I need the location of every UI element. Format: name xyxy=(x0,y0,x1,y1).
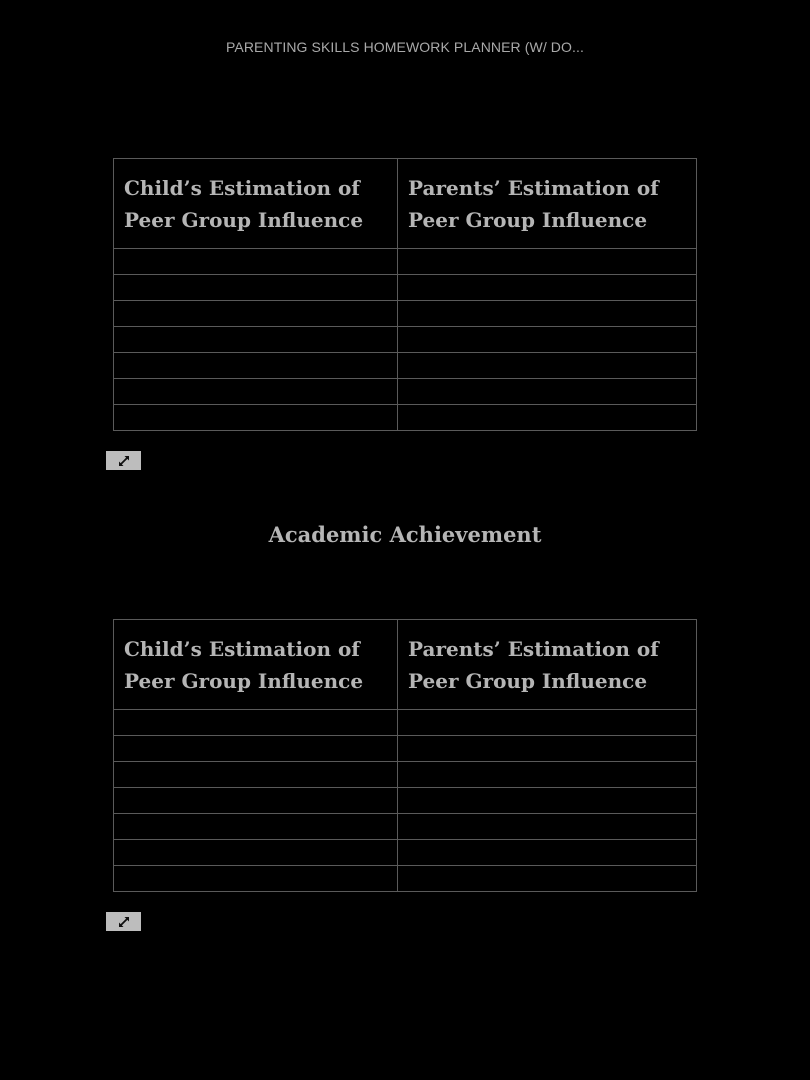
table-cell xyxy=(398,379,697,405)
table-cell xyxy=(114,866,398,892)
table-cell xyxy=(114,405,398,431)
child-estimation-header: Child’s Estimation of Peer Group Influence xyxy=(114,159,398,249)
running-title: PARENTING SKILLS HOMEWORK PLANNER (W/ DO... xyxy=(226,39,584,55)
table-cell xyxy=(114,840,398,866)
table-row xyxy=(114,379,697,405)
table-body xyxy=(114,710,697,892)
table-cell xyxy=(398,840,697,866)
table-row xyxy=(114,788,697,814)
table-cell xyxy=(114,762,398,788)
child-estimation-header: Child’s Estimation of Peer Group Influence xyxy=(114,620,398,710)
table-row xyxy=(114,275,697,301)
table-body xyxy=(114,249,697,431)
table-row xyxy=(114,710,697,736)
table-cell xyxy=(114,736,398,762)
table-row xyxy=(114,353,697,379)
table-cell xyxy=(114,301,398,327)
section-heading-academic-achievement: Academic Achievement xyxy=(268,522,542,547)
table-cell xyxy=(398,353,697,379)
table-cell xyxy=(398,301,697,327)
table-cell xyxy=(398,736,697,762)
table-cell xyxy=(398,275,697,301)
table-row xyxy=(114,249,697,275)
table-cell xyxy=(398,762,697,788)
table-row xyxy=(114,301,697,327)
table-cell xyxy=(398,814,697,840)
table-row xyxy=(114,762,697,788)
table-row xyxy=(114,840,697,866)
expand-arrows-icon xyxy=(116,915,132,929)
table-cell xyxy=(114,788,398,814)
estimation-table-1 xyxy=(113,158,697,431)
table-cell xyxy=(398,866,697,892)
table-row xyxy=(114,866,697,892)
table-row xyxy=(114,405,697,431)
table-cell xyxy=(114,814,398,840)
parent-estimation-header: Parents’ Estimation of Peer Group Influence xyxy=(398,620,697,710)
estimation-table-2 xyxy=(113,619,697,892)
table-row xyxy=(114,327,697,353)
table-cell xyxy=(114,275,398,301)
table-cell xyxy=(398,710,697,736)
table-header-row xyxy=(114,159,697,249)
expand-table-button-2[interactable] xyxy=(106,912,141,931)
table-cell xyxy=(114,710,398,736)
table-cell xyxy=(398,249,697,275)
table-cell xyxy=(114,353,398,379)
table-cell xyxy=(398,405,697,431)
table-cell xyxy=(114,327,398,353)
table-cell xyxy=(398,327,697,353)
table-header-row xyxy=(114,620,697,710)
table-cell xyxy=(114,249,398,275)
expand-table-button-1[interactable] xyxy=(106,451,141,470)
table-cell xyxy=(398,788,697,814)
parent-estimation-header: Parents’ Estimation of Peer Group Influence xyxy=(398,159,697,249)
table-row xyxy=(114,814,697,840)
expand-arrows-icon xyxy=(116,454,132,468)
table-cell xyxy=(114,379,398,405)
table-row xyxy=(114,736,697,762)
